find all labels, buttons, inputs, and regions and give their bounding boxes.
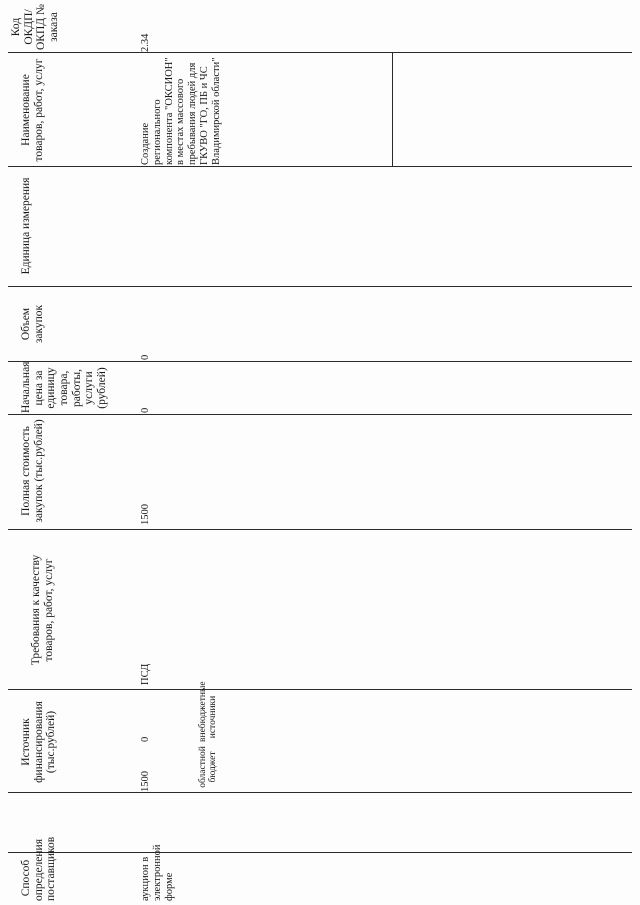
row-method: аукцион в электронной форме (140, 844, 175, 901)
column-divider (8, 689, 632, 690)
row-cost: 1500 (140, 504, 151, 525)
column-divider (8, 166, 632, 167)
row-number: 2.34 (140, 33, 151, 52)
header-cost: Полная стоимость закупок (тыс.рублей) (20, 419, 45, 523)
column-divider (8, 792, 632, 793)
row-extra: 0 (140, 736, 151, 742)
column-divider (8, 286, 632, 287)
row-name: Создание регионального компонента "ОКСИОН" в местах массового пребывания людей для ГКУВО "ГО, ПБ и ЧС Владимирской области" (140, 57, 222, 165)
column-divider (8, 852, 632, 853)
header-name: Наименование товаров, работ, услуг (20, 58, 45, 162)
header-unit: Единица измерения (20, 177, 32, 275)
header-funding: Источник финансирования (тыс.рублей) (20, 701, 58, 783)
header-funding-extra: внебюджетные источники (198, 681, 219, 742)
header-code: Код ОКДП/ ОКПД № заказа (10, 4, 60, 50)
header-price: Начальная цена за единицу товара, работы, услуги (рублей) (20, 361, 108, 413)
row-requirements: ПСД (140, 663, 151, 685)
header-volume: Объем закупок (20, 304, 45, 344)
header-requirements: Требования к качеству товаров, работ, услуг (30, 554, 55, 666)
column-divider (8, 414, 632, 415)
column-divider (8, 361, 632, 362)
row-budget: 1500 (140, 771, 151, 792)
row-volume: 0 (140, 354, 151, 360)
row-price: 0 (140, 407, 151, 413)
header-method: Способ определения поставщиков (20, 836, 58, 901)
column-divider (8, 52, 632, 53)
header-funding-regional: областной бюджет (198, 746, 219, 788)
funding-subheader-rule (392, 53, 393, 167)
column-divider (8, 529, 632, 530)
